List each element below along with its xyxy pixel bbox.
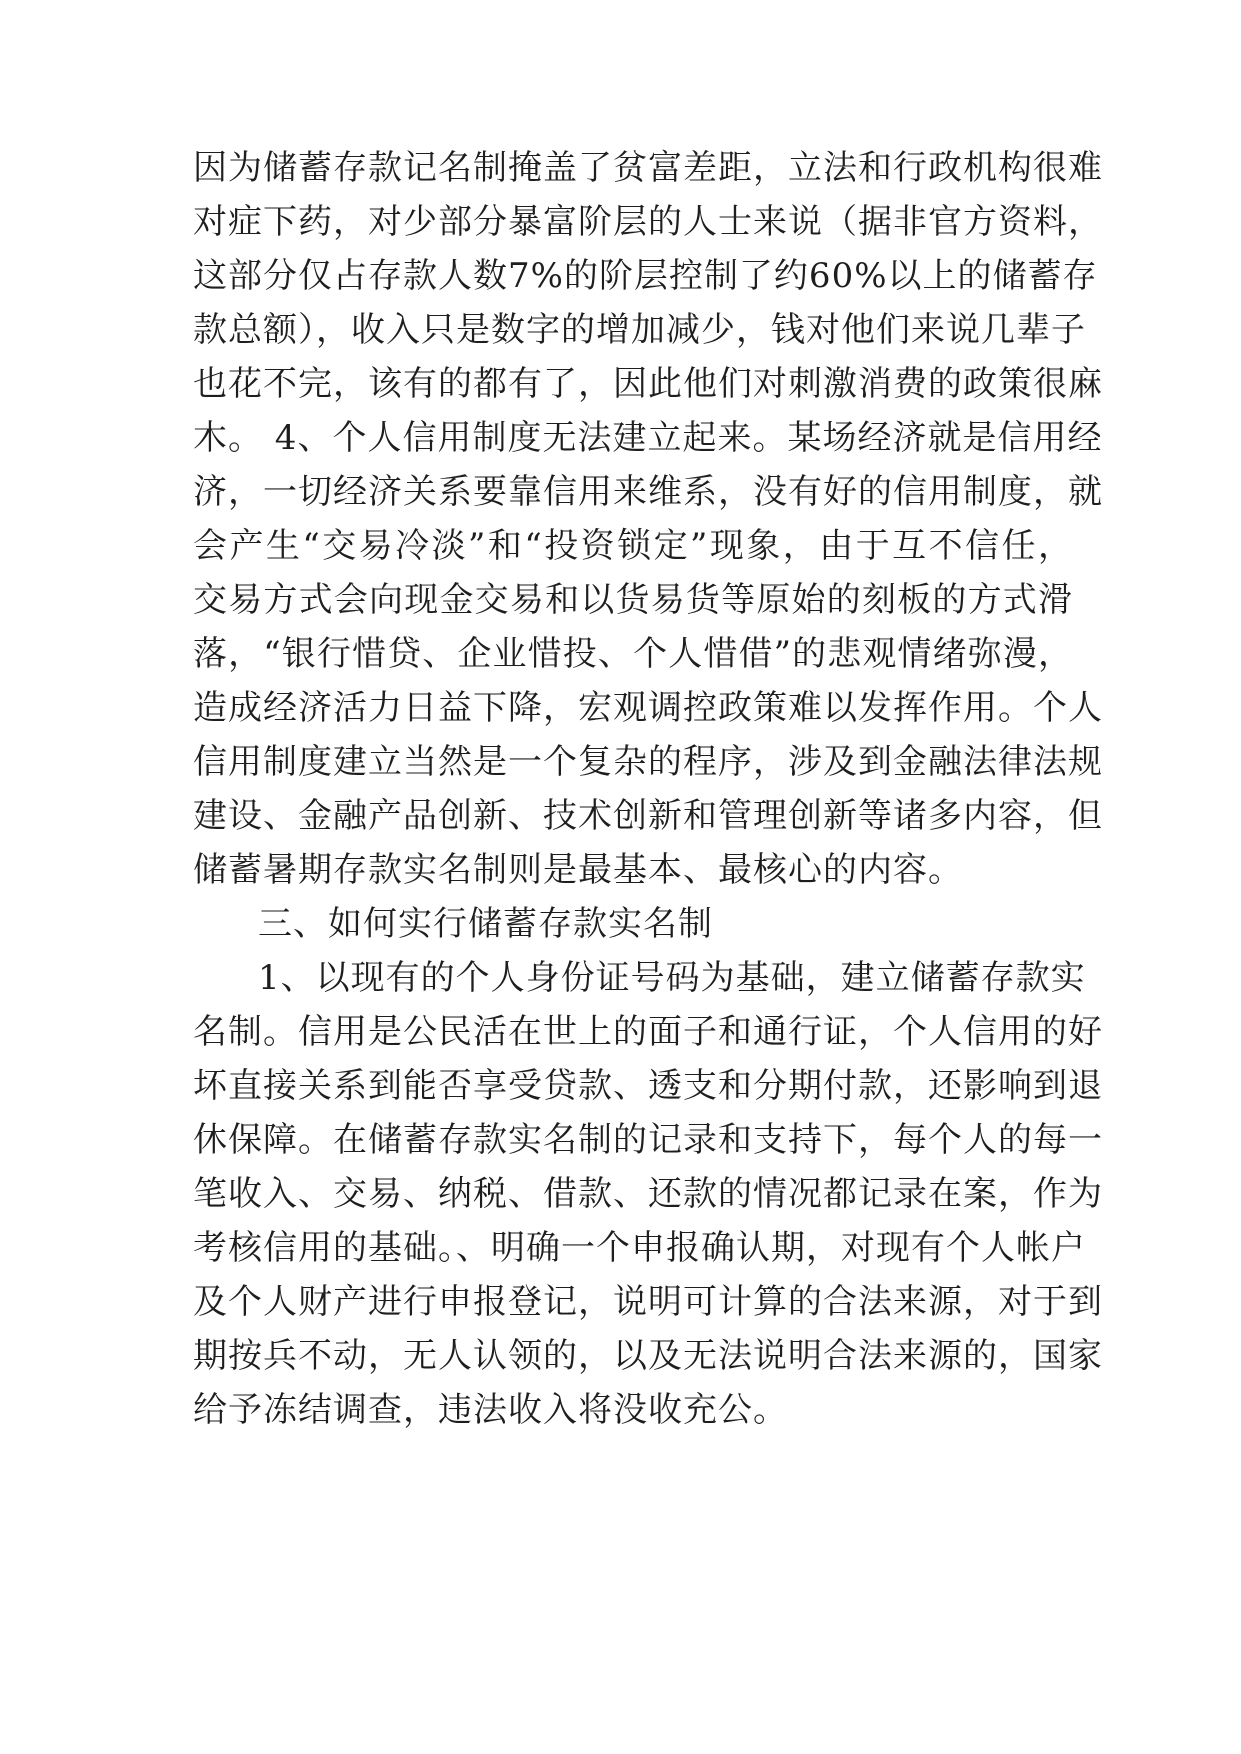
text-line-7: 济，一切经济关系要靠信用来维系，没有好的信用制度，就 (193, 472, 1103, 512)
text-line-5: 也花不完，该有的都有了，因此他们对刺激消费的政策很麻 (193, 364, 1103, 404)
text-line-6: 木。 4、个人信用制度无法建立起来。某场经济就是信用经 (193, 418, 1103, 458)
text-line-16: 1、以现有的个人身份证号码为基础，建立储蓄存款实 (258, 958, 1086, 998)
text-line-21: 考核信用的基础。、明确一个申报确认期，对现有个人帐户 (193, 1228, 1086, 1268)
text-line-14: 储蓄暑期存款实名制则是最基本、最核心的内容。 (193, 850, 963, 890)
text-line-11: 造成经济活力日益下降，宏观调控政策难以发挥作用。个人 (193, 688, 1103, 728)
text-line-17: 名制。信用是公民活在世上的面子和通行证，个人信用的好 (193, 1012, 1103, 1052)
text-line-8: 会产生“交易冷淡”和“投资锁定”现象，由于互不信任， (193, 526, 1073, 566)
text-line-18: 坏直接关系到能否享受贷款、透支和分期付款，还影响到退 (193, 1066, 1103, 1106)
text-line-19: 休保障。在储蓄存款实名制的记录和支持下，每个人的每一 (193, 1120, 1103, 1160)
text-line-9: 交易方式会向现金交易和以货易货等原始的刻板的方式滑 (193, 580, 1073, 620)
text-line-22: 及个人财产进行申报登记，说明可计算的合法来源，对于到 (193, 1282, 1103, 1322)
text-line-13: 建设、金融产品创新、技术创新和管理创新等诸多内容，但 (193, 796, 1103, 836)
text-line-2: 对症下药，对少部分暴富阶层的人士来说（据非官方资料， (193, 202, 1103, 242)
section-heading: 三、如何实行储蓄存款实名制 (258, 904, 713, 944)
text-line-24: 给予冻结调查，违法收入将没收充公。 (193, 1390, 788, 1430)
text-line-10: 落，“银行惜贷、企业惜投、个人惜借”的悲观情绪弥漫， (193, 634, 1073, 674)
text-line-3: 这部分仅占存款人数7%的阶层控制了约60%以上的储蓄存 (193, 256, 1098, 296)
text-line-4: 款总额），收入只是数字的增加减少，钱对他们来说几辈子 (193, 310, 1086, 350)
text-line-12: 信用制度建立当然是一个复杂的程序，涉及到金融法律法规 (193, 742, 1103, 782)
text-line-1: 因为储蓄存款记名制掩盖了贫富差距，立法和行政机构很难 (193, 148, 1103, 188)
text-line-23: 期按兵不动，无人认领的，以及无法说明合法来源的，国家 (193, 1336, 1103, 1376)
text-line-20: 笔收入、交易、纳税、借款、还款的情况都记录在案，作为 (193, 1174, 1103, 1214)
